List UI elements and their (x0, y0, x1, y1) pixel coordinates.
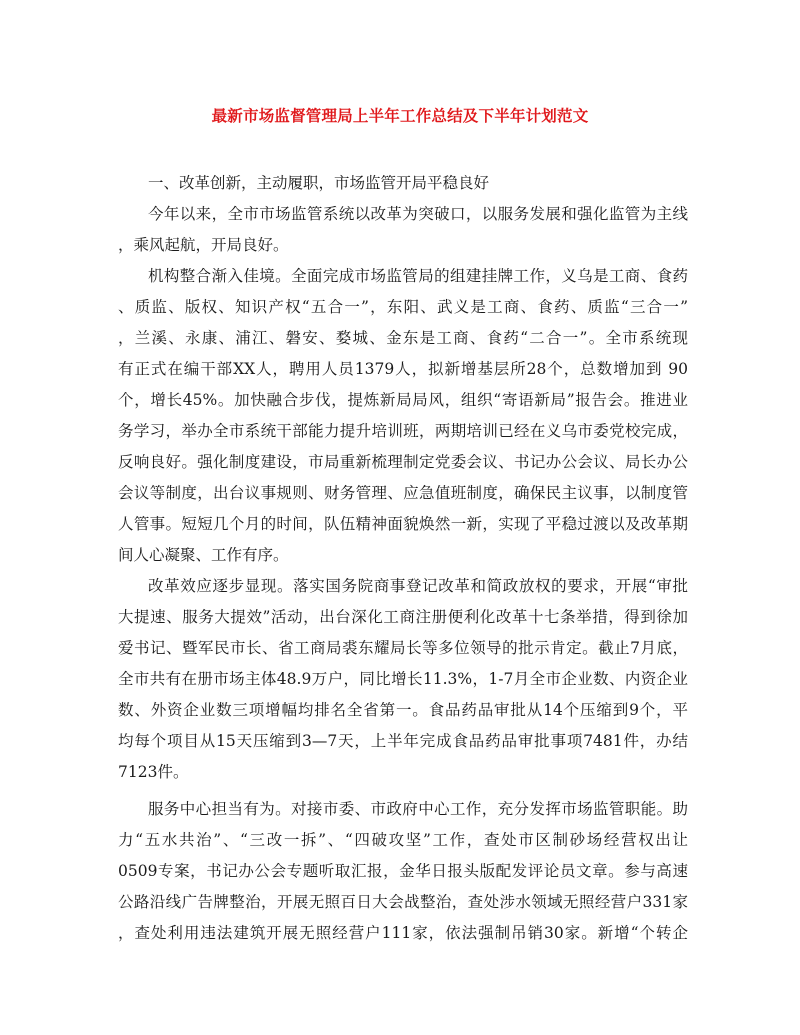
text-line: 务学习，举办全市系统干部能力提升培训班，两期培训已经在义乌市委党校完成， (118, 422, 688, 440)
text-line: 0509专案，书记办公会专题听取汇报，金华日报头版配发评论员文章。参与高速 (118, 862, 688, 880)
text-line: 力“五水共治”、“三改一拆”、“四破攻坚”工作，查处市区制砂场经营权出让 (118, 831, 688, 849)
text-line: ，查处利用违法建筑开展无照经营户111家，依法强制吊销30家。新增“个转企 (118, 924, 688, 942)
text-line: 、质监、版权、知识产权“五合一”，东阳、武义是工商、食药、质监“三合一” (118, 298, 688, 316)
text-line: 7123件。 (118, 763, 189, 781)
text-line: 大提速、服务大提效”活动，出台深化工商注册便利化改革十七条举措，得到徐加 (118, 608, 688, 626)
text-line: 人管事。短短几个月的时间，队伍精神面貌焕然一新，实现了平稳过渡以及改革期 (118, 515, 688, 533)
document-title: 最新市场监督管理局上半年工作总结及下半年计划范文 (211, 106, 589, 125)
text-line: 服务中心担当有为。对接市委、市政府中心工作，充分发挥市场监管职能。助 (148, 800, 688, 818)
text-line: 间人心凝聚、工作有序。 (118, 546, 289, 564)
text-line: ，乘风起航，开局良好。 (118, 236, 289, 254)
text-line: 改革效应逐步显现。落实国务院商事登记改革和简政放权的要求，开展“审批 (148, 577, 688, 595)
text-line: 会议等制度，出台议事规则、财务管理、应急值班制度，确保民主议事，以制度管 (118, 484, 688, 502)
text-line: 全市共有在册市场主体48.9万户，同比增长11.3%，1-7月全市企业数、内资企业 (118, 670, 688, 688)
section-heading: 一、改革创新，主动履职，市场监管开局平稳良好 (148, 174, 490, 192)
text-line: 均每个项目从15天压缩到3—7天，上半年完成食品药品审批事项7481件，办结 (118, 732, 688, 750)
text-line: 公路沿线广告牌整治，开展无照百日大会战整治，查处涉水领域无照经营户331家 (118, 893, 688, 911)
text-line: 数、外资企业数三项增幅均排名全省第一。食品药品审批从14个压缩到9个，平 (118, 701, 688, 719)
text-line: 个，增长45%。加快融合步伐，提炼新局局风，组织“寄语新局”报告会。推进业 (118, 391, 688, 409)
text-line: 今年以来，全市市场监管系统以改革为突破口，以服务发展和强化监管为主线 (148, 205, 688, 223)
text-line: 爱书记、暨军民市长、省工商局裘东耀局长等多位领导的批示肯定。截止7月底， (118, 639, 688, 657)
text-line: 反响良好。强化制度建设，市局重新梳理制定党委会议、书记办公会议、局长办公 (118, 453, 688, 471)
text-line: ，兰溪、永康、浦江、磐安、婺城、金东是工商、食药“二合一”。全市系统现 (118, 329, 688, 347)
text-line: 有正式在编干部XX人，聘用人员1379人，拟新增基层所28个，总数增加到 90 (118, 360, 688, 378)
text-line: 机构整合渐入佳境。全面完成市场监管局的组建挂牌工作，义乌是工商、食药 (148, 267, 688, 285)
